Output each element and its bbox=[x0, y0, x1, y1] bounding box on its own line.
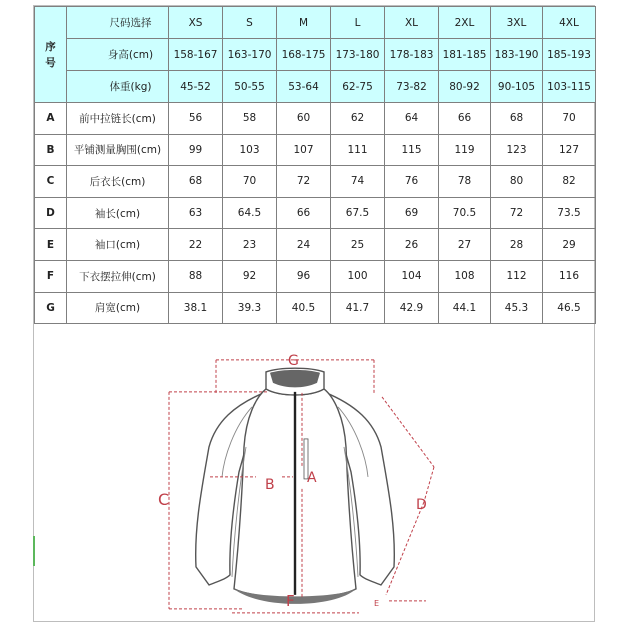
measure-cell: 23 bbox=[223, 229, 277, 261]
measure-cell: 99 bbox=[169, 134, 223, 166]
measure-cell: 115 bbox=[385, 134, 439, 166]
size-table bbox=[34, 6, 596, 324]
row-label: 袖长(cm) bbox=[67, 197, 169, 229]
label-c: C bbox=[158, 490, 170, 510]
measure-cell: 96 bbox=[277, 260, 331, 292]
measure-cell: 41.7 bbox=[331, 292, 385, 324]
measure-cell: 82 bbox=[543, 166, 596, 198]
measure-cell: 69 bbox=[385, 197, 439, 229]
measure-cell: 28 bbox=[491, 229, 543, 261]
measure-cell: 60 bbox=[277, 103, 331, 135]
measure-cell: 42.9 bbox=[385, 292, 439, 324]
weight-cell: 45-52 bbox=[169, 71, 223, 103]
measure-cell: 25 bbox=[331, 229, 385, 261]
measure-row bbox=[35, 292, 596, 324]
measure-cell: 100 bbox=[331, 260, 385, 292]
measure-cell: 38.1 bbox=[169, 292, 223, 324]
height-cell: 158-167 bbox=[169, 39, 223, 71]
size-header-row bbox=[35, 7, 596, 39]
measure-cell: 76 bbox=[385, 166, 439, 198]
measure-cell: 72 bbox=[491, 197, 543, 229]
measure-cell: 68 bbox=[491, 103, 543, 135]
measure-cell: 73.5 bbox=[543, 197, 596, 229]
measure-cell: 56 bbox=[169, 103, 223, 135]
measure-cell: 66 bbox=[277, 197, 331, 229]
measure-cell: 127 bbox=[543, 134, 596, 166]
size-select-label: 尺码选择 bbox=[67, 7, 169, 39]
measure-cell: 64 bbox=[385, 103, 439, 135]
label-a: A bbox=[307, 470, 317, 487]
measure-cell: 92 bbox=[223, 260, 277, 292]
weight-cell: 50-55 bbox=[223, 71, 277, 103]
height-cell: 183-190 bbox=[491, 39, 543, 71]
measure-cell: 44.1 bbox=[439, 292, 491, 324]
row-label: 前中拉链长(cm) bbox=[67, 103, 169, 135]
weight-label: 体重(kg) bbox=[67, 71, 169, 103]
label-f: F bbox=[286, 592, 295, 611]
label-e: E bbox=[374, 599, 380, 609]
row-code: F bbox=[35, 260, 67, 292]
measure-cell: 78 bbox=[439, 166, 491, 198]
row-code: D bbox=[35, 197, 67, 229]
weight-cell: 53-64 bbox=[277, 71, 331, 103]
size-cell: L bbox=[331, 7, 385, 39]
row-code: E bbox=[35, 229, 67, 261]
measure-cell: 46.5 bbox=[543, 292, 596, 324]
row-label: 平铺测量胸围(cm) bbox=[67, 134, 169, 166]
measure-cell: 26 bbox=[385, 229, 439, 261]
jacket-measurement-diagram bbox=[34, 326, 594, 621]
height-cell: 178-183 bbox=[385, 39, 439, 71]
height-row bbox=[35, 39, 596, 71]
label-b: B bbox=[265, 477, 275, 494]
measure-cell: 39.3 bbox=[223, 292, 277, 324]
weight-cell: 73-82 bbox=[385, 71, 439, 103]
measure-cell: 112 bbox=[491, 260, 543, 292]
measure-cell: 66 bbox=[439, 103, 491, 135]
measure-cell: 62 bbox=[331, 103, 385, 135]
row-code: A bbox=[35, 103, 67, 135]
row-label: 肩宽(cm) bbox=[67, 292, 169, 324]
size-cell: XL bbox=[385, 7, 439, 39]
label-d: D bbox=[416, 497, 427, 514]
measure-cell: 123 bbox=[491, 134, 543, 166]
size-cell: 4XL bbox=[543, 7, 596, 39]
row-label: 袖口(cm) bbox=[67, 229, 169, 261]
measure-cell: 74 bbox=[331, 166, 385, 198]
measure-cell: 70 bbox=[543, 103, 596, 135]
size-cell: M bbox=[277, 7, 331, 39]
size-cell: 2XL bbox=[439, 7, 491, 39]
row-code: G bbox=[35, 292, 67, 324]
side-marker bbox=[33, 536, 35, 566]
height-cell: 168-175 bbox=[277, 39, 331, 71]
weight-cell: 103-115 bbox=[543, 71, 596, 103]
row-label: 后衣长(cm) bbox=[67, 166, 169, 198]
measure-cell: 107 bbox=[277, 134, 331, 166]
height-cell: 173-180 bbox=[331, 39, 385, 71]
measure-cell: 70 bbox=[223, 166, 277, 198]
label-g: G bbox=[288, 353, 299, 370]
weight-row bbox=[35, 71, 596, 103]
row-code: C bbox=[35, 166, 67, 198]
measure-cell: 108 bbox=[439, 260, 491, 292]
measure-cell: 70.5 bbox=[439, 197, 491, 229]
measure-cell: 45.3 bbox=[491, 292, 543, 324]
size-chart-sheet bbox=[33, 5, 595, 622]
measure-row bbox=[35, 134, 596, 166]
height-cell: 163-170 bbox=[223, 39, 277, 71]
seq-header: 序 号 bbox=[35, 7, 67, 103]
size-cell: XS bbox=[169, 7, 223, 39]
measure-cell: 103 bbox=[223, 134, 277, 166]
measure-cell: 68 bbox=[169, 166, 223, 198]
measure-cell: 88 bbox=[169, 260, 223, 292]
measure-row bbox=[35, 197, 596, 229]
measure-cell: 22 bbox=[169, 229, 223, 261]
row-code: B bbox=[35, 134, 67, 166]
measure-cell: 80 bbox=[491, 166, 543, 198]
size-cell: 3XL bbox=[491, 7, 543, 39]
measure-cell: 29 bbox=[543, 229, 596, 261]
measure-cell: 27 bbox=[439, 229, 491, 261]
measure-cell: 72 bbox=[277, 166, 331, 198]
measure-row bbox=[35, 260, 596, 292]
measure-cell: 64.5 bbox=[223, 197, 277, 229]
measure-row bbox=[35, 229, 596, 261]
weight-cell: 90-105 bbox=[491, 71, 543, 103]
measure-cell: 111 bbox=[331, 134, 385, 166]
measure-cell: 119 bbox=[439, 134, 491, 166]
measure-cell: 104 bbox=[385, 260, 439, 292]
measure-cell: 58 bbox=[223, 103, 277, 135]
measure-row bbox=[35, 103, 596, 135]
measure-cell: 67.5 bbox=[331, 197, 385, 229]
measure-cell: 24 bbox=[277, 229, 331, 261]
measure-cell: 116 bbox=[543, 260, 596, 292]
measure-cell: 63 bbox=[169, 197, 223, 229]
height-label: 身高(cm) bbox=[67, 39, 169, 71]
row-label: 下衣摆拉伸(cm) bbox=[67, 260, 169, 292]
measure-row bbox=[35, 166, 596, 198]
height-cell: 181-185 bbox=[439, 39, 491, 71]
measure-cell: 40.5 bbox=[277, 292, 331, 324]
size-cell: S bbox=[223, 7, 277, 39]
height-cell: 185-193 bbox=[543, 39, 596, 71]
weight-cell: 62-75 bbox=[331, 71, 385, 103]
weight-cell: 80-92 bbox=[439, 71, 491, 103]
